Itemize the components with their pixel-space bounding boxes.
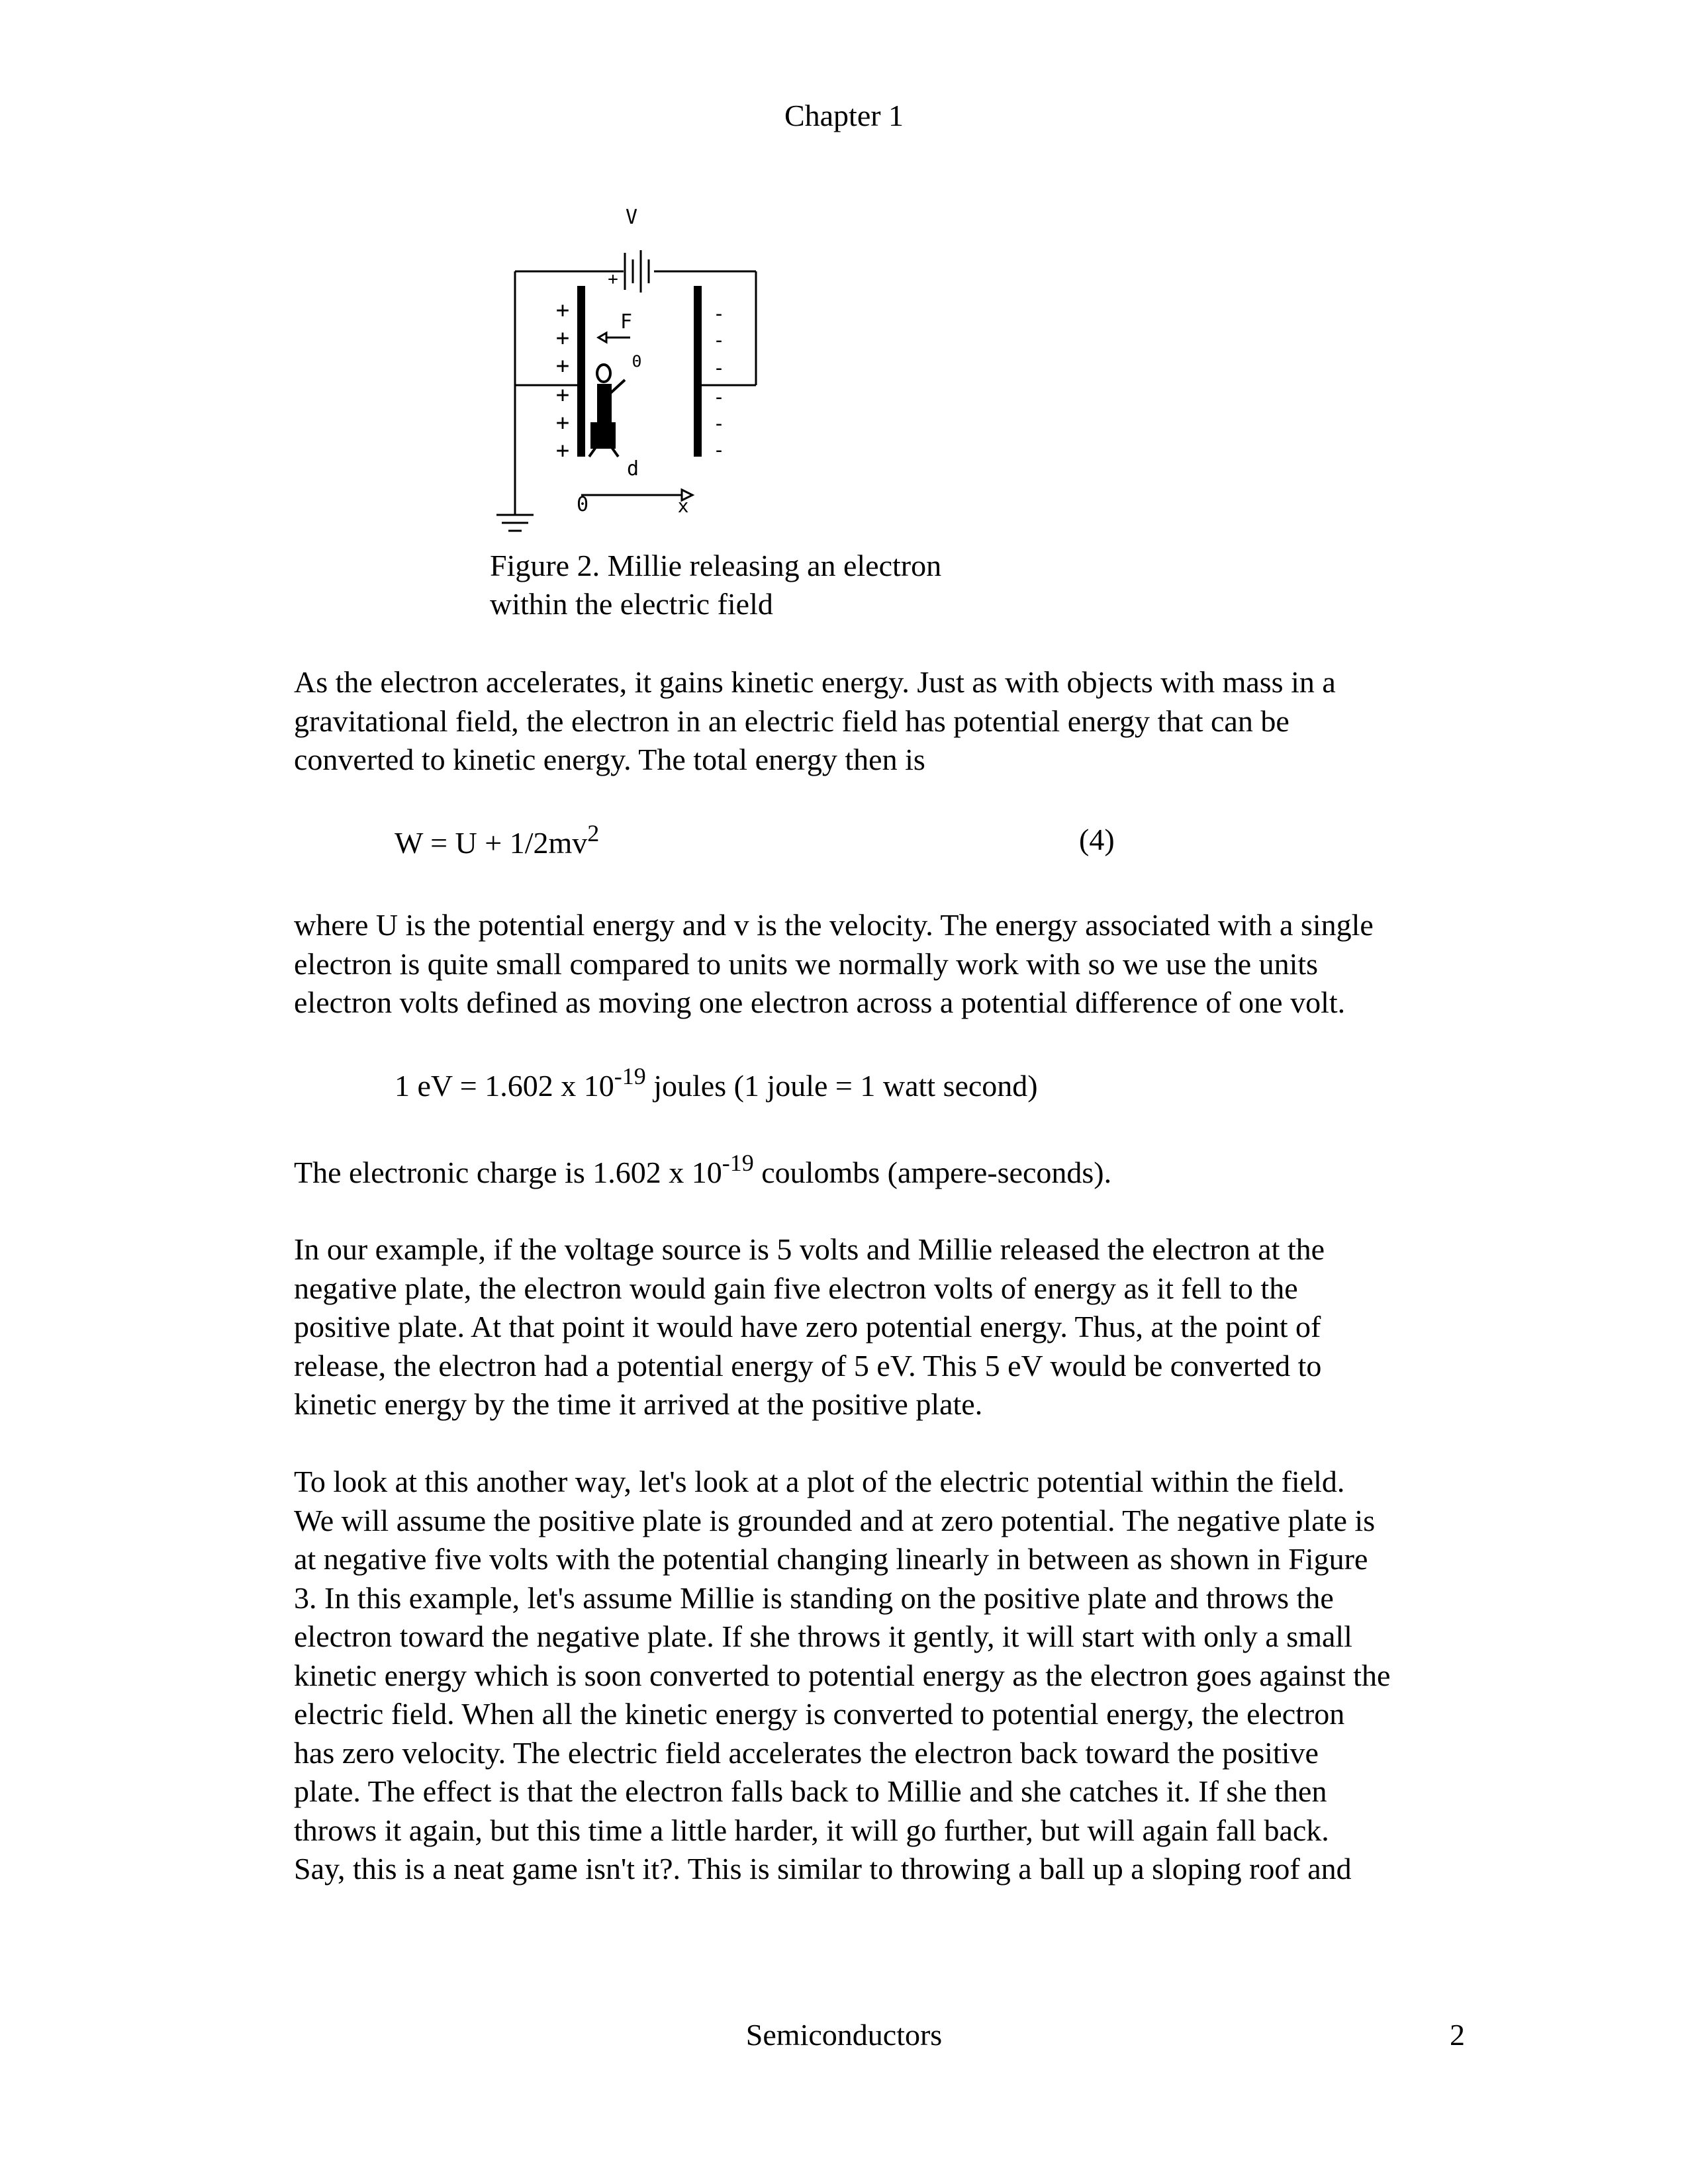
paragraph-potential-plot: To look at this another way, let's look at a plot of the electric potential within the field. We will assume the positive plate is grounded and at zero potential. The negative plate is at negative five volts with the potential changing linearly in between as shown in Figure 3. In this example, let's assume Millie is standing on the positive plate and throws the electron toward the negative plate. If she throws it gently, it will start with only a small kinetic energy which is soon converted to potential energy as the electron goes against the electric field. When all the kinetic energy is converted to potential energy, the electron has zero velocity. The electric field accelerates the electron back toward the positive plate. The effect is that the electron falls back to Millie and she catches it. If she then throws it again, but this time a little harder, it will go further, but will again fall back. Say, this is a neat game isn't it?. This is similar to throwing a ball up a sloping roof and <box>294 1465 1391 1886</box>
charge-exponent: -19 <box>722 1150 754 1176</box>
ev-text-post: joules (1 joule = 1 watt second) <box>645 1069 1038 1103</box>
plus-sign-4: + <box>555 382 570 408</box>
battery-plus-label: + <box>608 269 618 289</box>
chapter-header: Chapter 1 <box>784 99 904 132</box>
minus-sign-5: - <box>712 412 726 435</box>
origin-label: 0 <box>576 493 589 516</box>
millie-figure <box>589 365 625 457</box>
paragraph-electron-volts: where U is the potential energy and v is the velocity. The energy associated with a single electron is quite small compared to units we normally work with so we use the units electron volts defined as moving one electron across a potential difference of one volt. <box>294 908 1374 1019</box>
voltage-label: V <box>625 206 638 229</box>
equation-4 <box>395 820 600 860</box>
equation-4-number: (4) <box>1079 823 1115 856</box>
paragraph-kinetic-energy: As the electron accelerates, it gains kinetic energy. Just as with objects with mass in a gravitational field, the electron in an electric field has potential energy that can be converted to kinetic energy. The total energy then is <box>294 665 1336 776</box>
x-axis-label: x <box>677 495 689 517</box>
charge-text-pre: The electronic charge is 1.602 x 10 <box>294 1156 722 1189</box>
figure-electric-field-diagram <box>483 199 781 543</box>
figure-caption-line2: within the electric field <box>490 587 773 621</box>
minus-sign-3: - <box>712 357 726 380</box>
ev-exponent: -19 <box>614 1063 646 1089</box>
charge-text-post: coulombs (ampere-seconds). <box>753 1156 1112 1189</box>
footer-title: Semiconductors <box>745 2018 943 2052</box>
plus-sign-2: + <box>555 325 570 351</box>
figure-caption-line1: Figure 2. Millie releasing an electron <box>490 549 942 582</box>
minus-sign-2: - <box>712 329 726 352</box>
minus-sign-6: - <box>712 439 726 462</box>
plus-sign-5: + <box>555 410 570 436</box>
minus-sign-1: - <box>712 302 726 326</box>
plus-sign-1: + <box>555 297 570 324</box>
figure-caption <box>490 547 941 623</box>
negative-plate <box>694 286 702 457</box>
minus-sign-4: - <box>712 386 726 409</box>
distance-label: d <box>626 457 639 480</box>
paragraph-example: In our example, if the voltage source is 5 volts and Millie released the electron at the negative plate, the electron would gain five electron volts of energy as it fell to the positive plate. At that point it would have zero potential energy. Thus, at the point of release, the electron had a potential energy of 5 eV. This 5 eV would be converted to kinetic energy by the time it arrived at the positive plate. <box>294 1232 1325 1421</box>
ev-text-pre: 1 eV = 1.602 x 10 <box>395 1069 614 1103</box>
equation-4-text: W = U + 1/2mv <box>395 826 588 860</box>
positive-plate <box>577 286 585 457</box>
page-number: 2 <box>1450 2018 1465 2052</box>
plus-sign-6: + <box>555 437 570 464</box>
equation-4-exponent: 2 <box>587 820 600 846</box>
force-label: F <box>620 310 633 334</box>
electron-label: Θ <box>632 352 642 371</box>
electron-volt-definition <box>395 1063 1038 1103</box>
plus-sign-3: + <box>555 353 570 379</box>
electronic-charge-line <box>294 1150 1112 1190</box>
force-arrowhead <box>598 333 606 342</box>
